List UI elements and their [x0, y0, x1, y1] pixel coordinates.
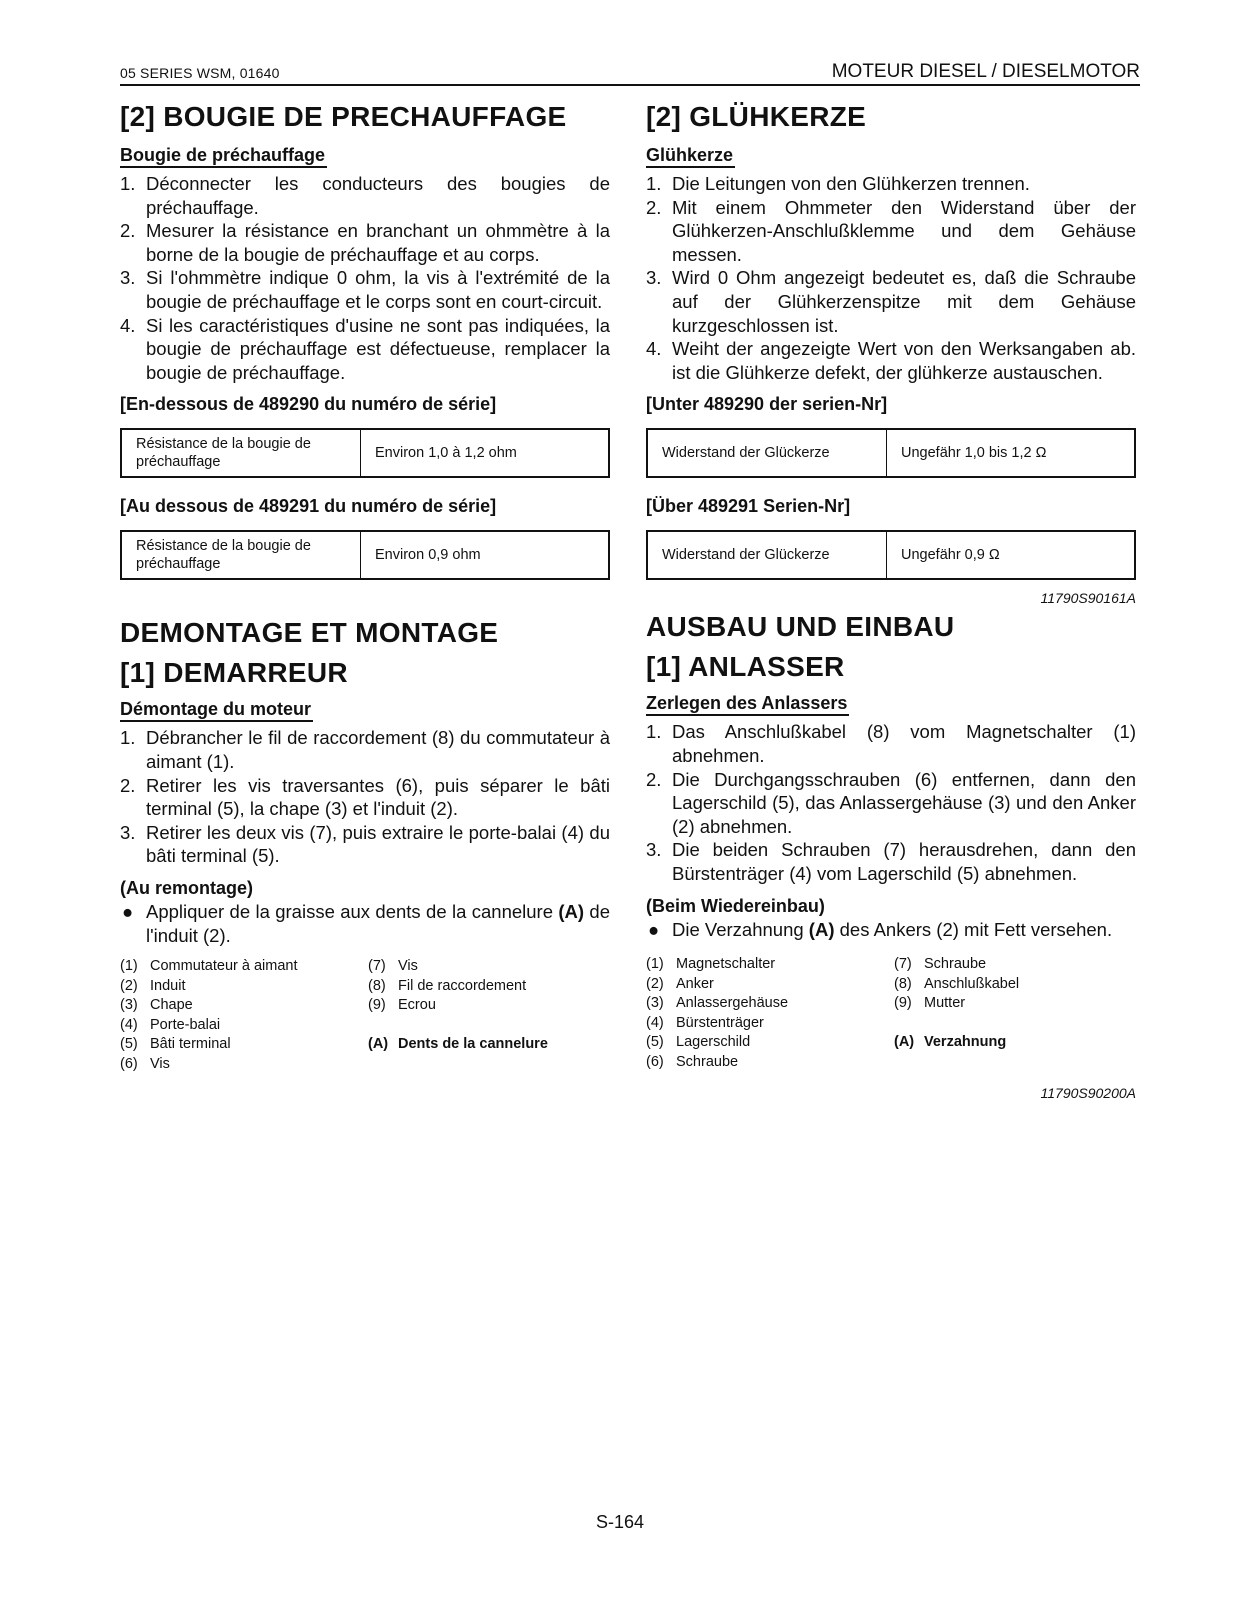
legend-item: (A) Verzahnung: [894, 1034, 1007, 1051]
list-item: 3. Wird 0 Ohm angezeigt bedeutet es, daß die Schraube auf der Glühkerzenspitze mit dem Gehäuse kurzgeschlossen ist.: [646, 267, 1136, 336]
spec-table-1-fr: [120, 428, 610, 478]
spec-value: Ungefähr 1,0 bis 1,2 Ω: [887, 429, 1136, 477]
glow-plug-subtitle-de: Glühkerze: [646, 144, 735, 168]
list-item: 2. Retirer les vis traversantes (6), puis séparer le bâti terminal (5), la chape (3) et l'induit (2).: [120, 774, 610, 820]
legend-item: (7) Vis: [368, 958, 418, 975]
header-chapter-title: MOTEUR DIESEL / DIESELMOTOR: [831, 61, 1140, 82]
serial-range-above-fr: [Au dessous de 489291 du numéro de série]: [120, 496, 497, 517]
legend-item: (3) Chape: [120, 997, 193, 1014]
legend-item: (2) Anker: [646, 975, 714, 992]
list-item: 1. Débrancher le fil de raccordement (8) du commutateur à aimant (1).: [120, 727, 610, 772]
page-header: [120, 56, 1140, 86]
serial-range-below-de: [Unter 489290 der serien-Nr]: [646, 394, 888, 415]
glow-plug-title-fr: [2] BOUGIE DE PRECHAUFFAGE: [120, 101, 567, 132]
list-item: 3. Die beiden Schrauben (7) herausdrehen, dann den Bürstenträger (4) vom Lagerschild (5) abnehmen.: [646, 839, 1136, 884]
legend-item: (A) Dents de la cannelure: [368, 1036, 548, 1053]
document-reference-1: 11790S90161A: [1040, 590, 1136, 607]
spec-table-2-fr: [120, 530, 610, 580]
reassembly-note-fr: ● Appliquer de la graisse aux dents de la cannelure (A) de l'induit (2).: [122, 900, 611, 946]
legend-item: (2) Induit: [120, 977, 186, 994]
parts-legend-fr: [120, 957, 610, 1075]
disassembly-title-fr: DEMONTAGE ET MONTAGE: [120, 617, 499, 649]
list-item: 3. Si l'ohmmètre indique 0 ohm, la vis à l'extrémité de la bougie de préchauffage et le corps sont en court-circuit.: [120, 267, 610, 312]
list-item: 2. Die Durchgangsschrauben (6) entfernen, dann den Lagerschild (5), das Anlassergehäuse (3) und den Anker (2) abnehmen.: [646, 768, 1136, 837]
list-item: 4. Si les caractéristiques d'usine ne sont pas indiquées, la bougie de préchauffage est défectueuse, remplacer la bougie de préchauffage.: [120, 314, 610, 383]
list-item: 1. Déconnecter les conducteurs des bougies de préchauffage.: [120, 173, 610, 218]
page-number: S-164: [595, 1512, 645, 1532]
glow-plug-subtitle-fr: Bougie de préchauffage: [120, 144, 327, 168]
reassembly-heading-de: (Beim Wiedereinbau): [646, 895, 825, 916]
spec-key: Résistance de la bougie de préchauffage: [121, 531, 361, 579]
glow-plug-title-de: [2] GLÜHKERZE: [646, 101, 867, 132]
legend-item: (9) Mutter: [894, 995, 966, 1012]
glow-plug-steps-fr: [120, 172, 610, 384]
list-item: 1. Das Anschlußkabel (8) vom Magnetschalter (1) abnehmen.: [646, 721, 1136, 766]
reassembly-heading-fr: (Au remontage): [120, 877, 254, 898]
german-column: [646, 100, 1136, 1101]
spec-value: Environ 0,9 ohm: [361, 531, 610, 579]
starter-title-fr: [1] DEMARREUR: [120, 657, 348, 689]
legend-item: (7) Schraube: [894, 956, 987, 973]
table-row: [121, 429, 609, 477]
legend-item: (8) Fil de raccordement: [368, 977, 527, 994]
spec-key: Widerstand der Glückerze: [647, 429, 887, 477]
spec-table-1-de: [646, 428, 1136, 478]
table-row: [121, 531, 609, 579]
bullet-icon: ●: [122, 900, 134, 922]
starter-steps-de: [646, 720, 1136, 885]
spec-value: Ungefähr 0,9 Ω: [887, 531, 1136, 579]
legend-item: (4) Bürstenträger: [646, 1014, 764, 1031]
serial-range-above-de: [Über 489291 Serien-Nr]: [646, 496, 851, 517]
reassembly-note-de: ● Die Verzahnung (A) des Ankers (2) mit Fett versehen.: [648, 918, 1113, 940]
list-item: 4. Weiht der angezeigte Wert von den Werksangaben ab. ist die Glühkerze defekt, der glühkerze austauschen.: [646, 338, 1136, 383]
parts-legend-de: [646, 955, 1136, 1073]
spec-key: Résistance de la bougie de préchauffage: [121, 429, 361, 477]
table-row: [647, 531, 1135, 579]
spec-table-2-de: [646, 530, 1136, 580]
legend-item: (1) Commutateur à aimant: [120, 958, 298, 975]
legend-item: (6) Vis: [120, 1056, 170, 1073]
list-item: 2. Mit einem Ohmmeter den Widerstand über der Glühkerzen-Anschlußklemme und dem Gehäuse messen.: [646, 196, 1136, 265]
legend-item: (9) Ecrou: [368, 997, 436, 1014]
bullet-icon: ●: [648, 918, 660, 940]
list-item: 1. Die Leitungen von den Glühkerzen trennen.: [646, 173, 1030, 194]
list-item: 3. Retirer les deux vis (7), puis extraire le porte-balai (4) du bâti terminal (5).: [120, 821, 610, 867]
legend-item: (5) Lagerschild: [646, 1034, 751, 1051]
starter-subtitle-de: Zerlegen des Anlassers: [646, 692, 849, 716]
serial-range-below-fr: [En-dessous de 489290 du numéro de série]: [120, 394, 497, 415]
legend-item: (8) Anschlußkabel: [894, 975, 1020, 992]
list-item: 2. Mesurer la résistance en branchant un ohmmètre à la borne de la bougie de préchauffage et au corps.: [120, 220, 610, 265]
legend-item: (6) Schraube: [646, 1054, 739, 1071]
legend-item: (4) Porte-balai: [120, 1016, 221, 1033]
table-row: [647, 429, 1135, 477]
spec-key: Widerstand der Glückerze: [647, 531, 887, 579]
spec-value: Environ 1,0 à 1,2 ohm: [361, 429, 610, 477]
disassembly-title-de: AUSBAU UND EINBAU: [646, 611, 955, 643]
legend-item: (5) Bâti terminal: [120, 1036, 231, 1053]
legend-item: (3) Anlassergehäuse: [646, 995, 789, 1012]
starter-subtitle-fr: Démontage du moteur: [120, 698, 313, 722]
legend-item: (1) Magnetschalter: [646, 956, 776, 973]
french-column: [120, 100, 610, 1075]
starter-title-de: [1] ANLASSER: [646, 651, 845, 683]
starter-steps-fr: [120, 726, 610, 868]
header-manual-code: 05 SERIES WSM, 01640: [120, 65, 280, 81]
glow-plug-steps-de: [646, 172, 1136, 384]
document-reference-2: 11790S90200A: [1040, 1084, 1136, 1101]
